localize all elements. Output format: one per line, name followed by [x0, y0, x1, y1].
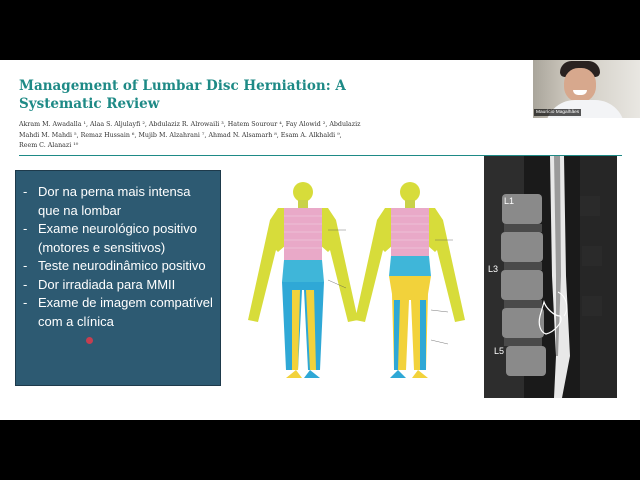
- presenter-face: [564, 68, 596, 102]
- mri-level-label: L3: [488, 264, 499, 274]
- author-line: Reem C. Alanazi ¹⁰: [19, 142, 79, 149]
- mri-level-label: L5: [494, 346, 505, 356]
- slide-title-line: Systematic Review: [19, 96, 160, 112]
- dermatome-back-view: [355, 182, 465, 378]
- slide-title: [19, 77, 379, 113]
- criteria-box: [15, 170, 221, 386]
- author-line: Akram M. Awadalla ¹, Alaa S. Aljulayfi ², Abdulaziz R. Alrowaili ³, Hatem Sourour ⁴, Fay Alowid ², Abdulaziz: [19, 121, 361, 128]
- criteria-item: - Dor irradiada para MMII: [23, 276, 214, 295]
- criteria-item: - Teste neurodinâmico positivo: [23, 257, 214, 276]
- criteria-item: - Exame de imagem compatível com a clínica: [23, 294, 214, 331]
- participant-name: Maurício Magalhães: [536, 110, 580, 115]
- criteria-item: - Exame neurológico positivo (motores e sensitivos): [23, 220, 214, 257]
- laser-pointer-cursor: [86, 337, 93, 344]
- criteria-item: - Dor na perna mais intensa que na lombar: [23, 183, 214, 220]
- dermatome-front-view: [248, 182, 358, 378]
- mri-svg: [484, 156, 617, 398]
- dermatome-figure: [248, 180, 468, 380]
- webcam-thumbnail[interactable]: [533, 60, 640, 118]
- presentation-slide: [0, 60, 640, 420]
- criteria-list: [16, 171, 220, 331]
- slide-title-line: Management of Lumbar Disc Herniation: A: [19, 78, 346, 94]
- author-list: [19, 120, 379, 152]
- mri-image: [484, 156, 617, 398]
- author-line: Mahdi M. Mahdi ⁵, Remaz Hussain ⁶, Mujib M. Alzahrani ⁷, Ahmad N. Alsamarh ⁸, Esam A. Alkhaldi ⁹,: [19, 131, 342, 139]
- mri-level-label: L1: [504, 196, 515, 206]
